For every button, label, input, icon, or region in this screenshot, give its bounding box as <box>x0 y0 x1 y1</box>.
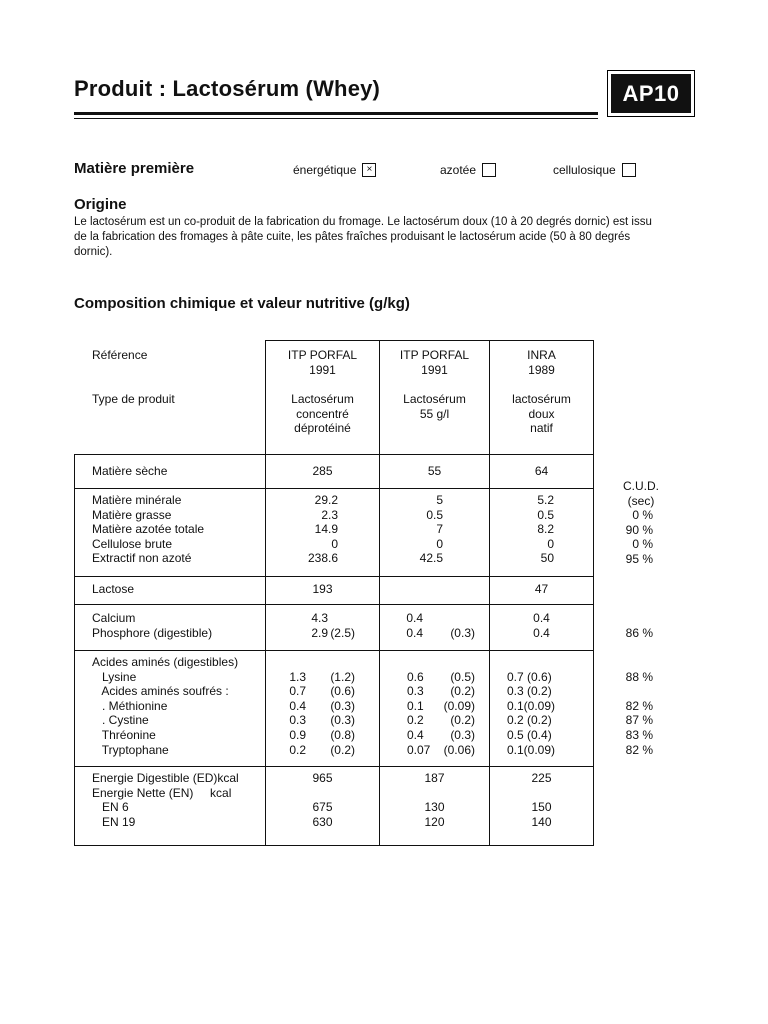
col1-type: Lactosérum concentré déprotéiné <box>291 392 354 436</box>
reference-label: Référence <box>92 348 148 362</box>
composition-table <box>74 340 659 846</box>
col2-ref-name: ITP PORFAL <box>399 348 470 362</box>
azotee-label: azotée <box>440 163 477 177</box>
composition-c3: 5.2 0.5 8.2 0 50 <box>537 493 554 566</box>
lactose-label: Lactose <box>92 582 135 596</box>
minerals-c1-digestible: (2.5) <box>330 625 355 640</box>
composition-labels: Matière minérale Matière grasse Matière azotée totale Cellulose brute Extractif non azoté <box>92 493 205 566</box>
composition-c1: 29.2 2.3 14.9 0 238.6 <box>307 493 338 566</box>
origine-line-1: Le lactosérum est un co-produit de la fabrication du fromage. Le lactosérum doux (10 à 20 degrés dornic) est issu <box>74 216 652 228</box>
table-top-border <box>265 340 594 341</box>
matiere-seche-label: Matière sèche <box>92 464 168 478</box>
minerals-c2-value: 0.4 0.4 <box>406 611 423 640</box>
col1-ref-name: ITP PORFAL <box>287 348 358 362</box>
table-row-divider-5 <box>74 650 594 651</box>
origine-line-2: de la fabrication des fromages à pâte cuite, les pâtes fraîches produisant le lactosérum acide (50 à 80 degrés <box>74 231 631 243</box>
lactose-c1: 193 <box>312 582 333 596</box>
minerals-cud: 86 % <box>625 625 653 640</box>
matiere-seche-c1: 285 <box>312 464 333 478</box>
amino-acids-c1-value: 1.3 0.7 0.4 0.3 0.9 0.2 <box>289 669 306 757</box>
col1-reference <box>266 348 379 377</box>
minerals-labels: Calcium Phosphore (digestible) <box>92 611 213 640</box>
table-row-divider-2 <box>74 488 594 489</box>
minerals-c3: 0.4 0.4 <box>533 611 550 640</box>
table-bottom-border <box>74 845 594 846</box>
amino-acids-c2-value: 0.6 0.3 0.1 0.2 0.4 0.07 <box>407 669 431 757</box>
amino-acids-c1-digestible: (1.2) (0.6) (0.3) (0.3) (0.8) (0.2) <box>330 669 355 757</box>
amino-acids-c2-digestible: (0.5) (0.2) (0.09) (0.2) (0.3) (0.06) <box>443 669 475 757</box>
page-title: Produit : Lactosérum (Whey) <box>74 76 381 101</box>
amino-acids-c3: 0.7 (0.6) 0.3 (0.2) 0.1(0.09) 0.2 (0.2) 0.5 (0.4) 0.1(0.09) <box>507 669 556 757</box>
cellulosique-option <box>553 163 636 178</box>
energetique-option <box>293 163 376 178</box>
composition-cud: 0 % 90 % 0 % 95 % <box>625 508 653 566</box>
energy-c1: 965 675 630 <box>312 771 333 829</box>
azotee-option <box>440 163 496 178</box>
origine-heading: Origine <box>74 196 127 213</box>
lactose-c3: 47 <box>534 582 549 596</box>
col3-ref-year: 1989 <box>528 362 555 377</box>
cud-header: C.U.D. (sec) <box>623 479 659 508</box>
table-row-divider-4 <box>74 604 594 605</box>
col1-ref-year: 1991 <box>309 362 336 377</box>
col3-reference <box>490 348 593 377</box>
table-row-divider-1 <box>74 454 594 455</box>
product-code: AP10 <box>611 74 691 113</box>
table-row-divider-3 <box>74 576 594 577</box>
origine-paragraph <box>74 215 700 260</box>
amino-acids-labels: Acides aminés (digestibles) Lysine Acides aminés soufrés : . Méthionine . Cystine Thréonine Tryptophane <box>92 655 239 757</box>
product-code-badge <box>607 70 695 117</box>
title-rule-thin <box>74 118 598 119</box>
col2-ref-year: 1991 <box>421 362 448 377</box>
table-right-border <box>593 340 594 846</box>
type-produit-label: Type de produit <box>92 392 175 406</box>
matiere-seche-c3: 64 <box>534 464 549 478</box>
energetique-checkbox: × <box>362 163 376 177</box>
energy-c2: 187 130 120 <box>424 771 445 829</box>
cellulosique-label: cellulosique <box>553 163 616 177</box>
cellulosique-checkbox <box>622 163 636 177</box>
col2-reference <box>380 348 489 377</box>
col3-ref-name: INRA <box>527 348 556 362</box>
composition-heading: Composition chimique et valeur nutritive (g/kg) <box>74 295 410 312</box>
col3-type: lactosérum doux natif <box>512 392 571 436</box>
energy-labels: Energie Digestible (ED)kcal Energie Nette (EN) kcal EN 6 EN 19 <box>92 771 239 829</box>
origine-line-3: dornic). <box>74 246 113 258</box>
minerals-c1-value: 4.3 2.9 <box>311 611 328 640</box>
amino-acids-cud: 88 % 82 % 87 % 83 % 82 % <box>625 669 653 757</box>
title-rule-thick <box>74 112 598 115</box>
azotee-checkbox <box>482 163 496 177</box>
table-row-divider-6 <box>74 766 594 767</box>
minerals-c2-digestible: (0.3) <box>450 625 475 640</box>
composition-c2: 5 0.5 7 0 42.5 <box>419 493 443 566</box>
matiere-premiere-heading: Matière première <box>74 160 195 177</box>
energy-c3: 225 150 140 <box>531 771 552 829</box>
energetique-label: énergétique <box>293 163 357 177</box>
col2-type: Lactosérum 55 g/l <box>403 392 466 421</box>
matiere-seche-c2: 55 <box>427 464 442 478</box>
